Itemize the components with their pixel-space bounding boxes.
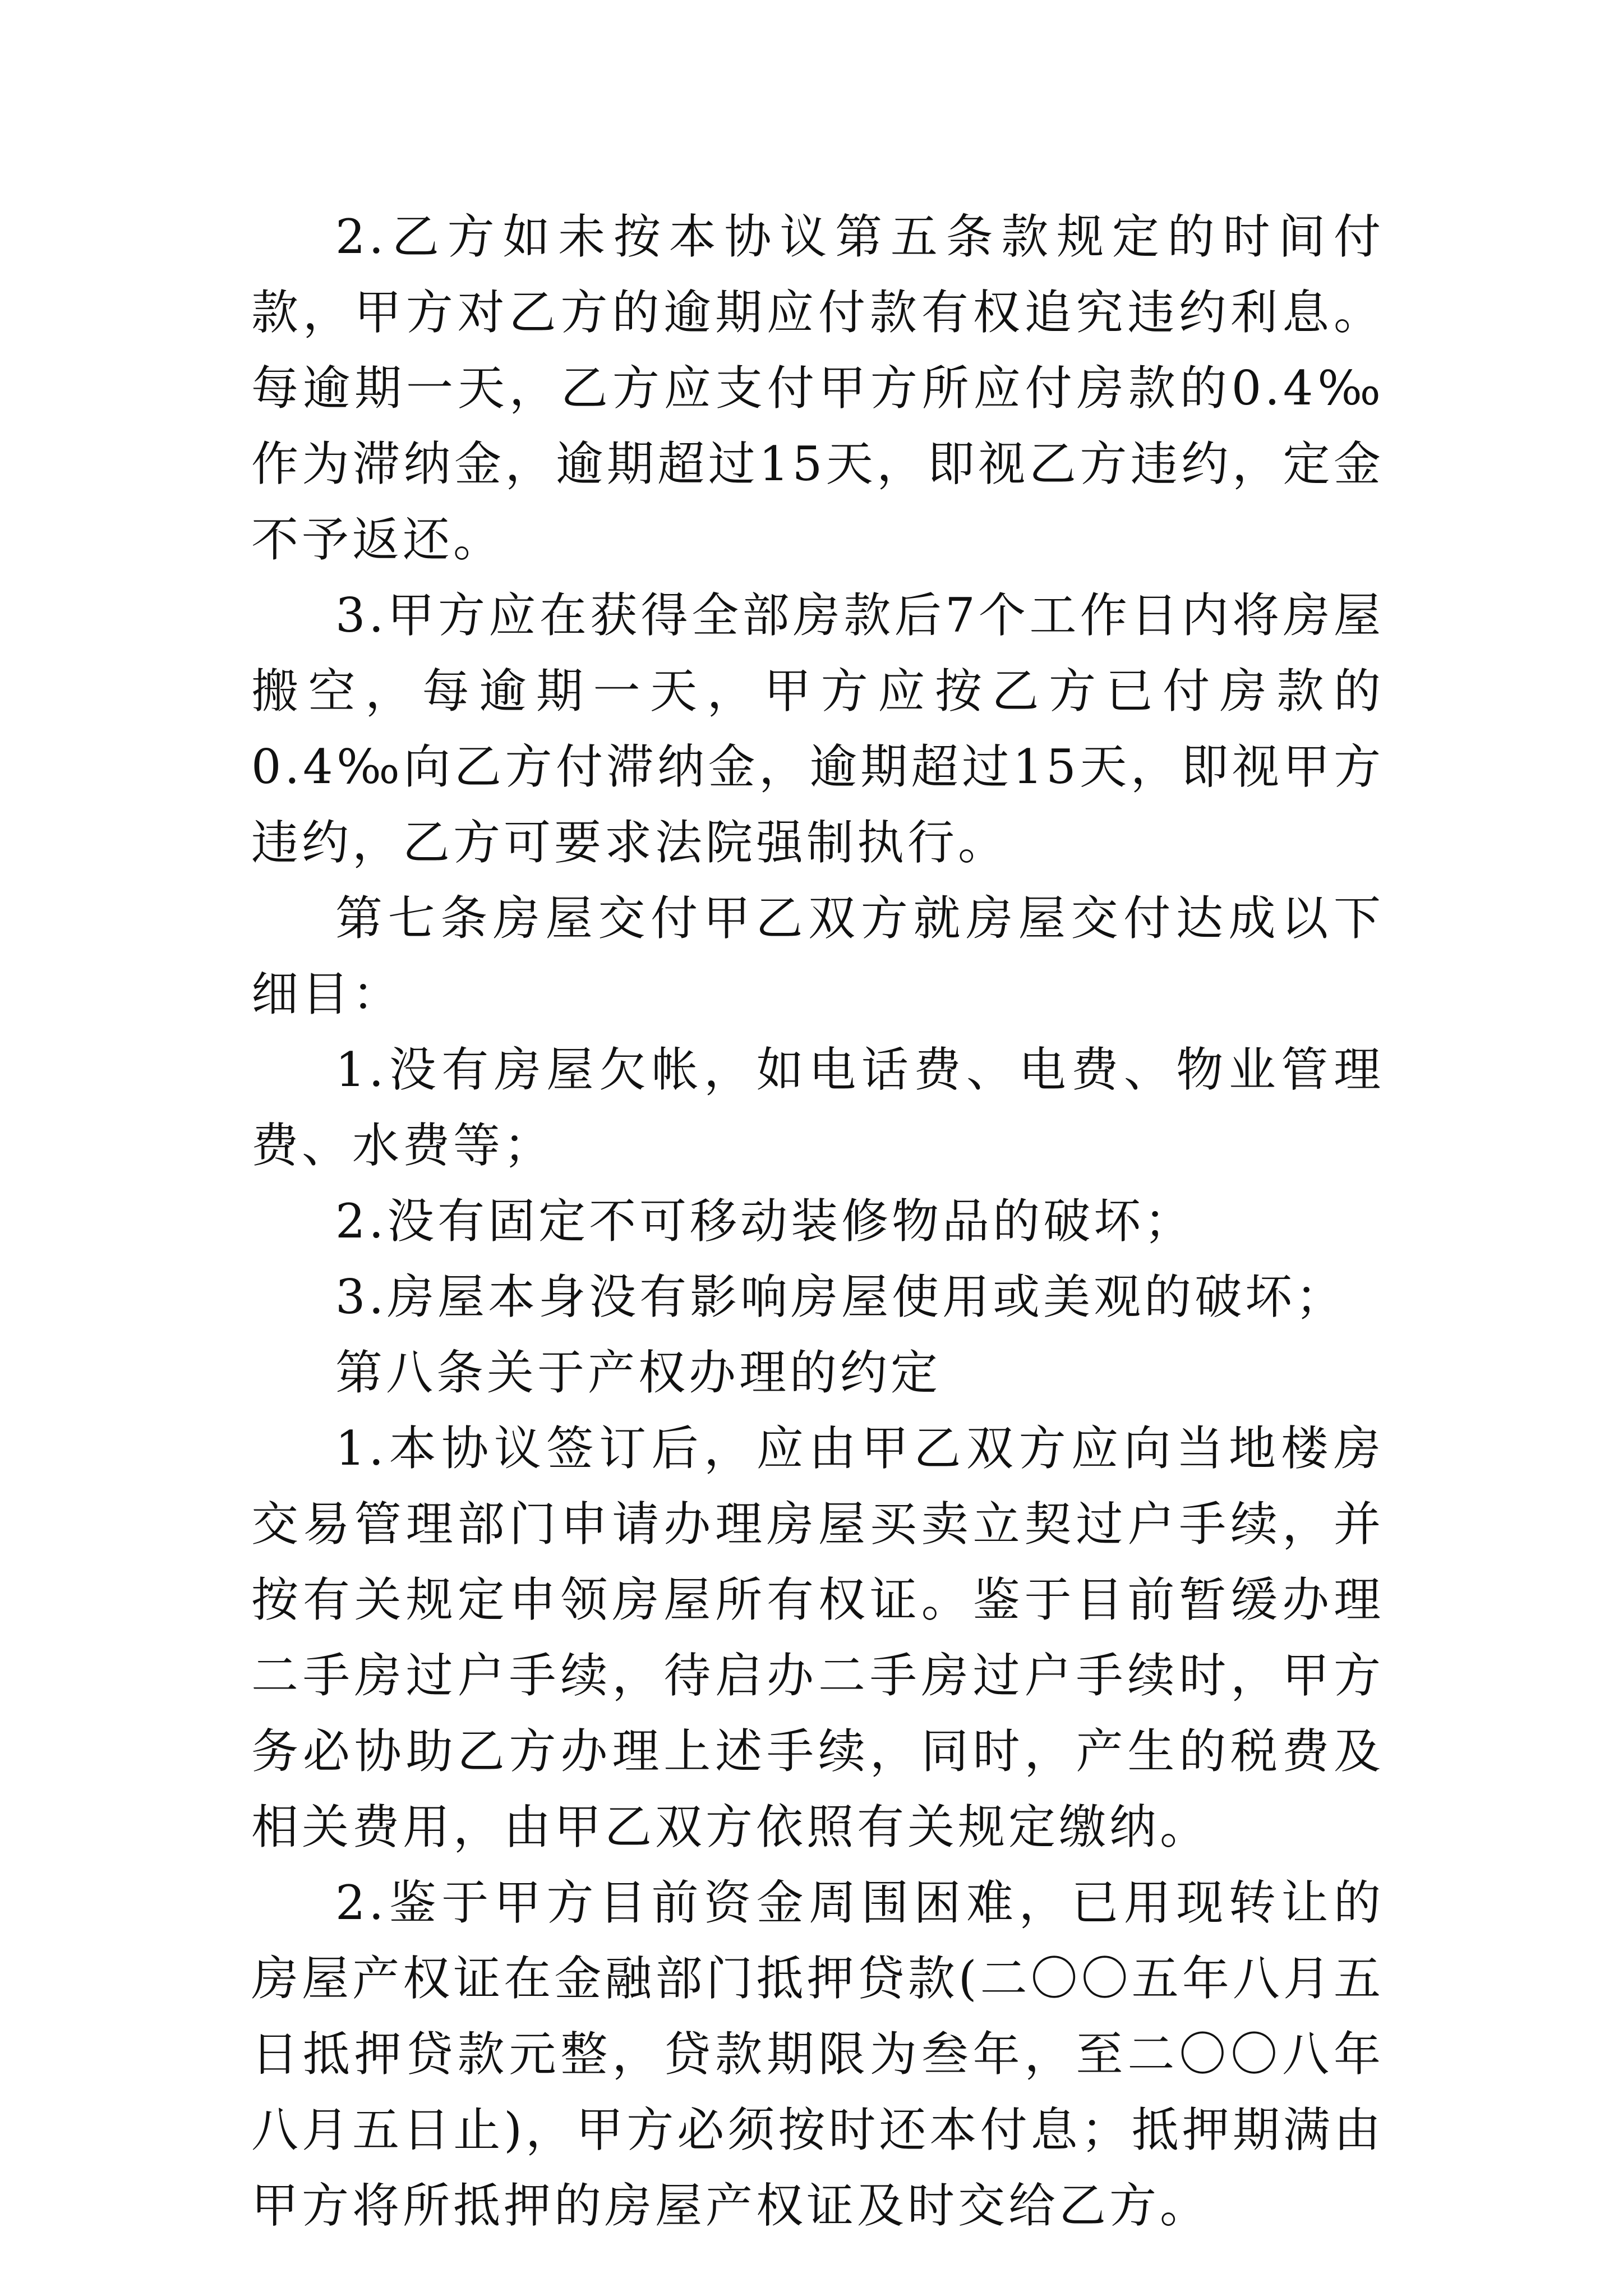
article-7-heading: 第七条房屋交付甲乙双方就房屋交付达成以下细目： — [251, 891, 1384, 1022]
clause-7-2: 2.没有固定不可移动装修物品的破坏； — [335, 1194, 1195, 1249]
clause-7-1: 1.没有房屋欠帐，如电话费、电费、物业管理费、水费等； — [251, 1042, 1384, 1173]
article-8-heading: 第八条关于产权办理的约定 — [335, 1345, 942, 1400]
clause-8-2: 2.鉴于甲方目前资金周围困难，已用现转让的房屋产权证在金融部门抵押贷款(二〇〇五年八月五日抵押贷款元整，贷款期限为叁年，至二〇〇八年八月五日止)，甲方必须按时还本付息；抵押期满由甲方将所抵押的房屋产权证及时交给乙方。 — [251, 1875, 1384, 2233]
clause-7-3: 3.房屋本身没有影响房屋使用或美观的破坏； — [335, 1269, 1347, 1324]
clause-8-1: 1.本协议签订后，应由甲乙双方应向当地楼房交易管理部门申请办理房屋买卖立契过户手续，并按有关规定申领房屋所有权证。鉴于目前暂缓办理二手房过户手续，待启办二手房过户手续时，甲方务必协助乙方办理上述手续，同时，产生的税费及相关费用，由甲乙双方依照有关规定缴纳。 — [251, 1421, 1384, 1855]
clause-6-3: 3.甲方应在获得全部房款后7个工作日内将房屋搬空，每逾期一天，甲方应按乙方已付房款的0.4‰向乙方付滞纳金，逾期超过15天，即视甲方违约，乙方可要求法院强制执行。 — [251, 588, 1385, 870]
document-body — [251, 199, 1384, 2244]
clause-6-2: 2.乙方如未按本协议第五条款规定的时间付款，甲方对乙方的逾期应付款有权追究违约利息。每逾期一天，乙方应支付甲方所应付房款的0.4‰作为滞纳金，逾期超过15天，即视乙方违约，定金不予返还。 — [251, 209, 1384, 567]
